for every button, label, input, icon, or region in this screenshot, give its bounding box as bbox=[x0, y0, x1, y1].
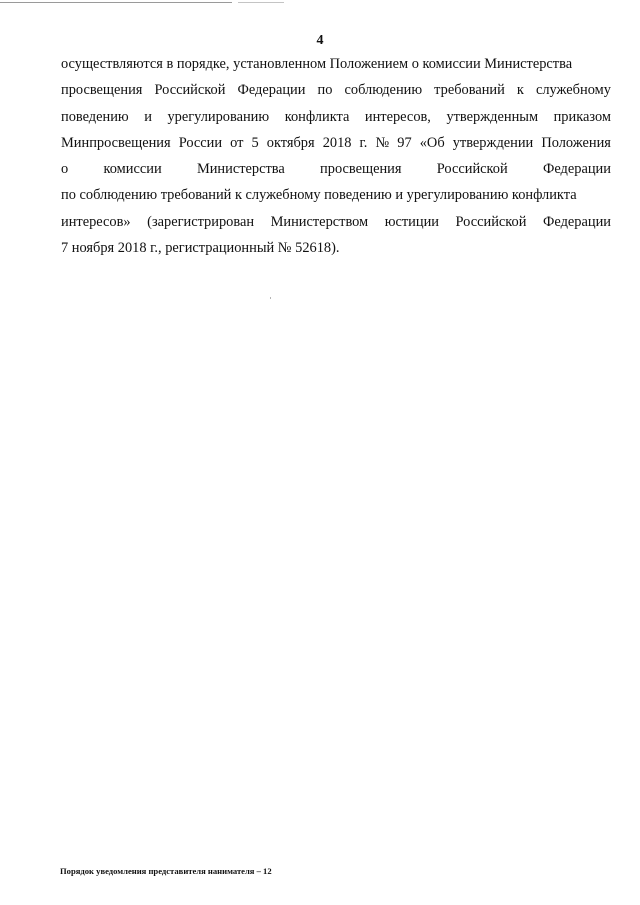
paragraph-word: поведению bbox=[61, 108, 129, 125]
paragraph-word: утверждении bbox=[452, 134, 534, 151]
paragraph-word: от bbox=[230, 134, 244, 151]
scan-edge-line bbox=[238, 2, 284, 3]
paragraph-word: Российской bbox=[436, 161, 508, 178]
paragraph-word: Федерации bbox=[542, 161, 611, 178]
paragraph-word: утвержденным bbox=[446, 108, 539, 125]
paragraph-word: 7 ноября 2018 г., регистрационный № 52618). bbox=[61, 240, 340, 257]
paragraph-word: Минпросвещения bbox=[61, 134, 171, 151]
paragraph-word: комиссии bbox=[103, 161, 162, 178]
paragraph-word: интересов» bbox=[61, 213, 131, 230]
paragraph-word: по соблюдению требований к служебному поведению и урегулированию конфликта bbox=[61, 187, 577, 204]
paragraph-word: 5 bbox=[251, 134, 259, 151]
paragraph-word: Министерства bbox=[196, 161, 285, 178]
paragraph-word: приказом bbox=[553, 108, 611, 125]
paragraph-word: Федерации bbox=[543, 213, 611, 230]
paragraph-line bbox=[61, 209, 611, 235]
paragraph-word: 2018 bbox=[322, 134, 352, 151]
paragraph-word: «Об bbox=[419, 134, 445, 151]
paragraph-line bbox=[61, 156, 611, 182]
paragraph-word: осуществляются в порядке, установленном Положением о комиссии Министерства bbox=[61, 56, 573, 72]
paragraph-word: и bbox=[144, 108, 152, 125]
paragraph-word: к bbox=[516, 82, 524, 99]
paragraph-line bbox=[61, 182, 611, 208]
body-paragraph bbox=[61, 51, 611, 261]
page-number: 4 bbox=[316, 33, 324, 48]
paragraph-word: (зарегистрирован bbox=[147, 213, 255, 230]
scan-edge-line bbox=[0, 2, 232, 3]
paragraph-line bbox=[61, 77, 611, 103]
paragraph-word: Российской bbox=[154, 82, 226, 99]
paragraph-word: № bbox=[375, 134, 390, 151]
paragraph-word: Федерации bbox=[237, 82, 306, 99]
scan-speck bbox=[270, 297, 271, 299]
paragraph-word: просвещения bbox=[61, 82, 143, 99]
paragraph-word: Российской bbox=[455, 213, 527, 230]
footer-note: Порядок уведомления представителя нанимателя – 12 bbox=[60, 866, 272, 876]
paragraph-word: России bbox=[178, 134, 223, 151]
paragraph-word: октября bbox=[266, 134, 315, 151]
paragraph-word: интересов, bbox=[364, 108, 431, 125]
paragraph-word: конфликта bbox=[284, 108, 350, 125]
paragraph-word: служебному bbox=[535, 82, 611, 99]
paragraph-word: о bbox=[61, 161, 69, 178]
paragraph-word: юстиции bbox=[384, 213, 439, 230]
paragraph-word: по bbox=[317, 82, 333, 99]
paragraph-word: требований bbox=[434, 82, 505, 99]
paragraph-line bbox=[61, 235, 611, 261]
paragraph-word: г. bbox=[359, 134, 368, 151]
paragraph-word: просвещения bbox=[320, 161, 402, 178]
paragraph-line bbox=[61, 104, 611, 130]
paragraph-word: Министерством bbox=[270, 213, 369, 230]
paragraph-word: Положения bbox=[541, 134, 611, 151]
paragraph-word: 97 bbox=[397, 134, 412, 151]
paragraph-line bbox=[61, 51, 611, 77]
paragraph-word: урегулированию bbox=[167, 108, 270, 125]
paragraph-word: соблюдению bbox=[344, 82, 423, 99]
paragraph-line bbox=[61, 130, 611, 156]
